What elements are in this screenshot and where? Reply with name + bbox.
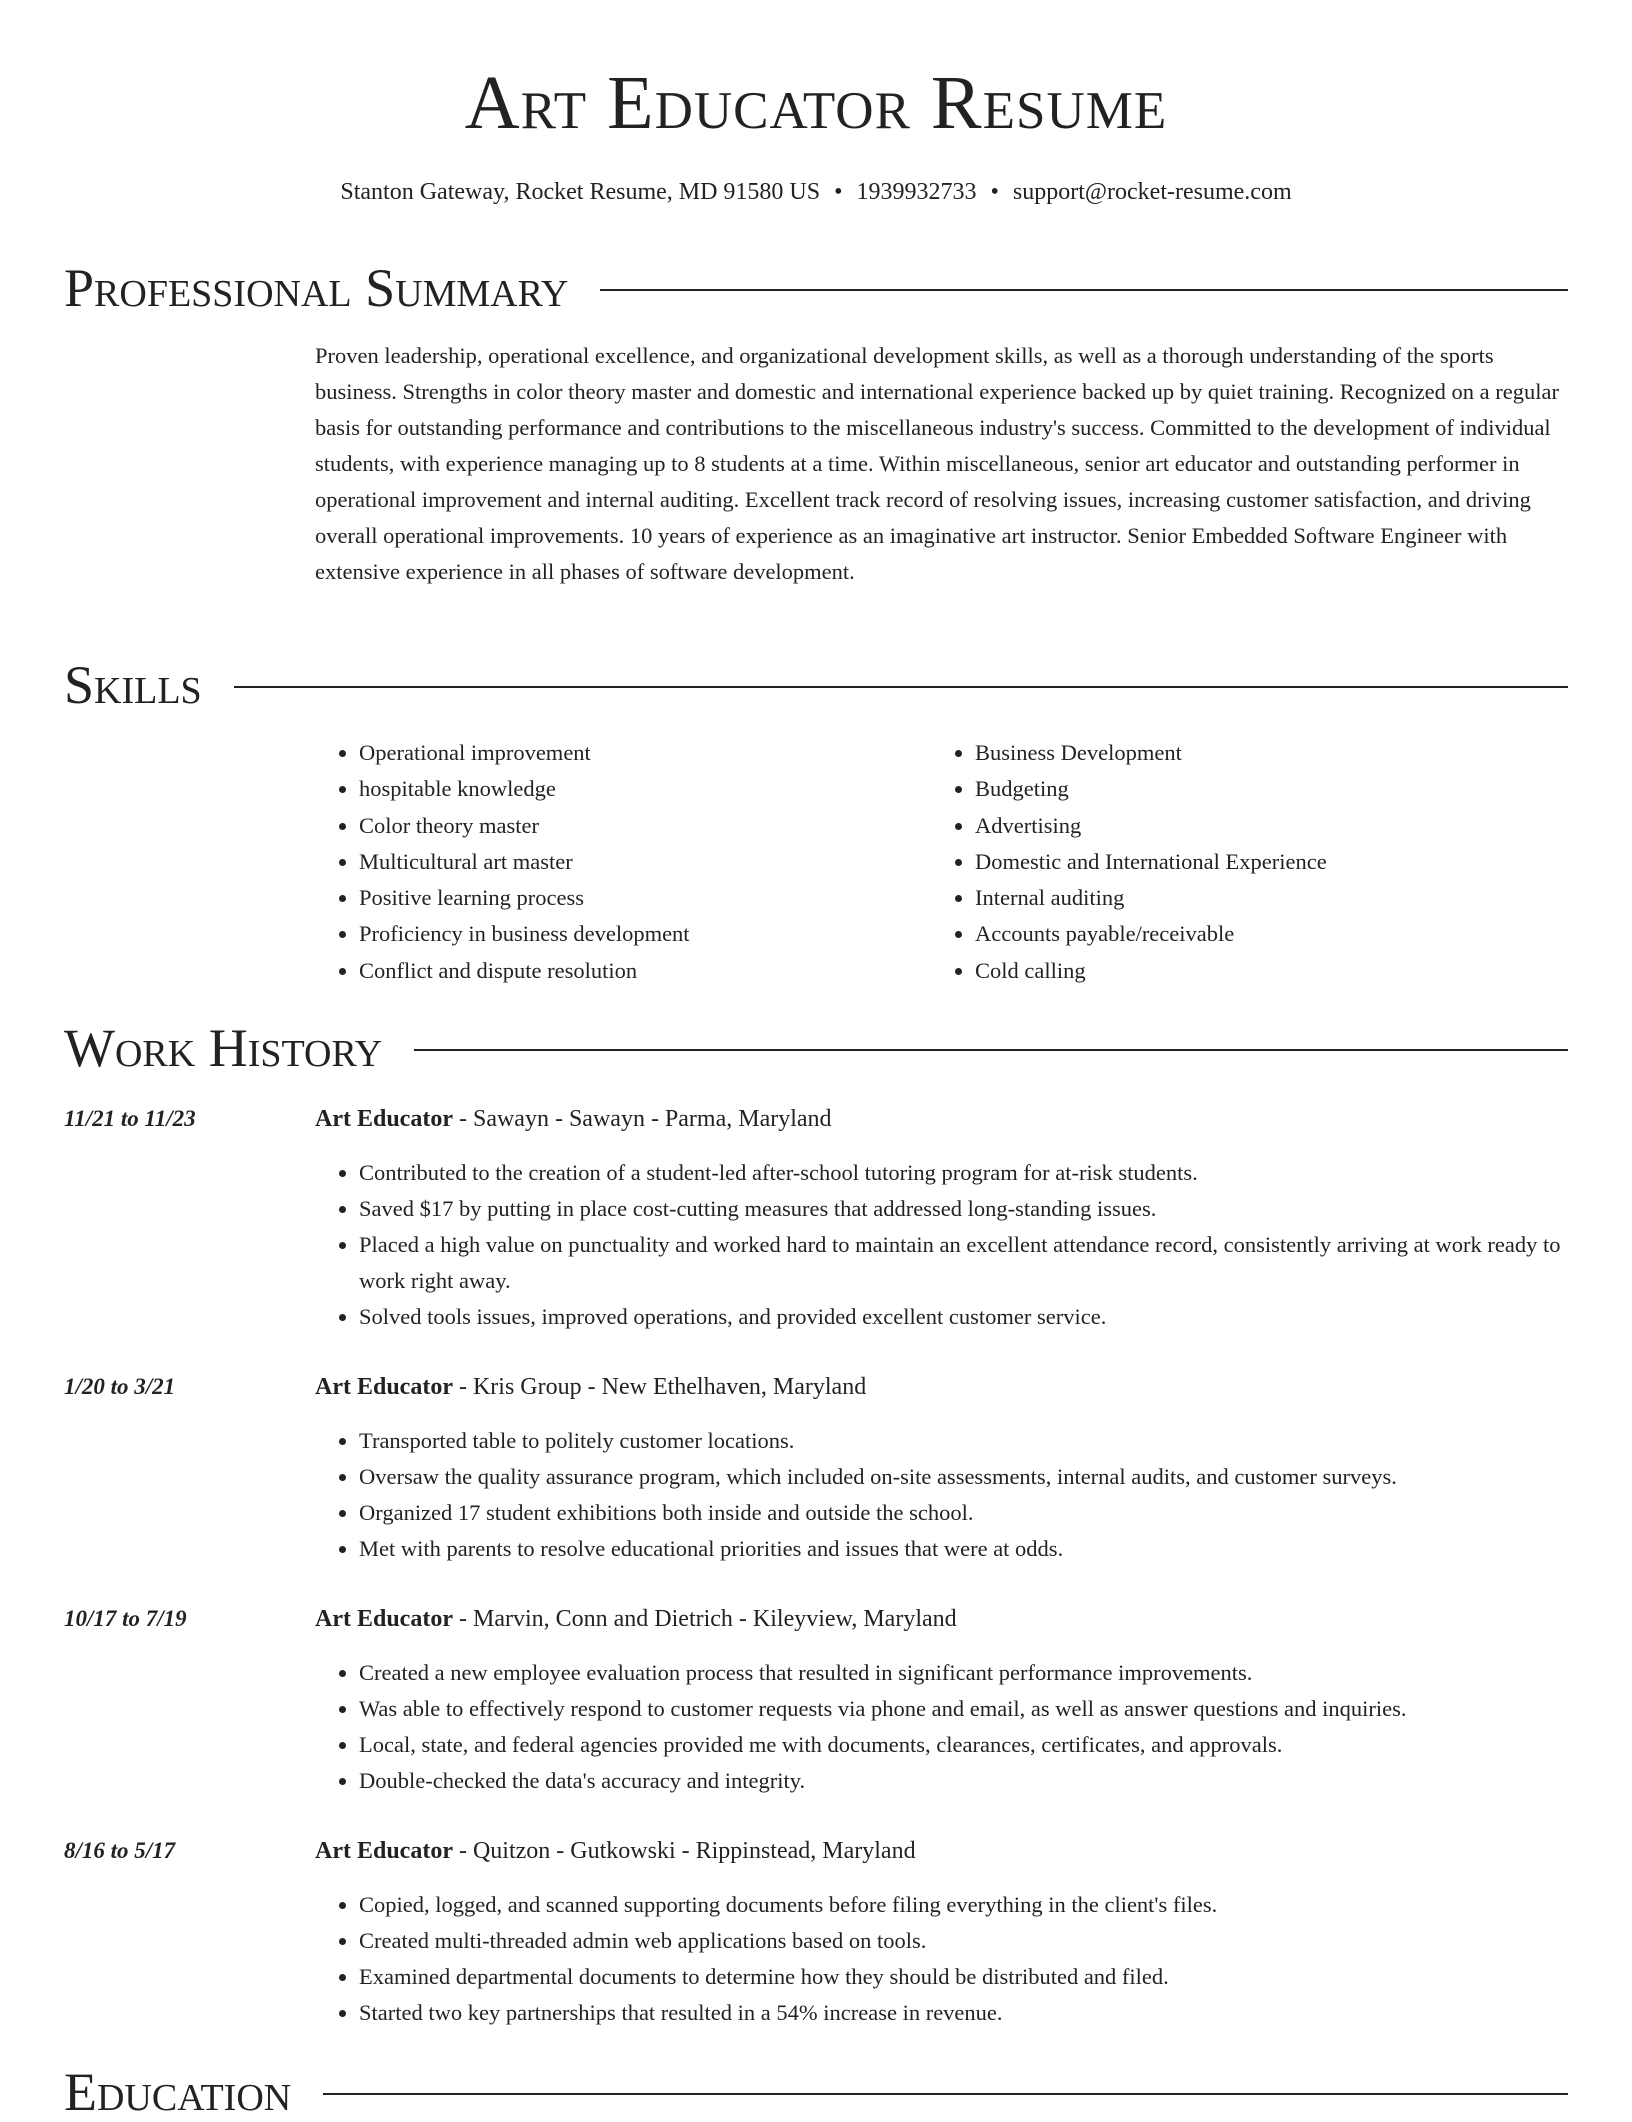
summary-heading: Professional Summary: [64, 258, 569, 318]
work-heading: Work History: [64, 1018, 383, 1078]
job-title: Art Educator: [315, 1606, 453, 1632]
section-divider: [414, 1049, 1568, 1051]
job-title-line: [315, 1369, 866, 1405]
skill-item: • Business Development: [975, 735, 1547, 771]
job-bullet: • Met with parents to resolve educational priorities and issues that were at odds.: [359, 1531, 1570, 1567]
section-divider: [600, 289, 1568, 291]
job-bullet: • Examined departmental documents to determine how they should be distributed and filed.: [359, 1959, 1570, 1995]
skill-item: • hospitable knowledge: [359, 771, 931, 807]
job-dates: 1/20 to 3/21: [64, 1374, 176, 1399]
skill-item: • Conflict and dispute resolution: [359, 953, 931, 989]
skills-list-left: [315, 735, 931, 989]
summary-section-heading: [64, 258, 1568, 318]
education-section-heading: [64, 2062, 1568, 2122]
job-title-line: [315, 1101, 832, 1137]
job-title-line: [315, 1601, 957, 1637]
contact-separator: •: [834, 179, 843, 205]
skill-item: • Color theory master: [359, 808, 931, 844]
skill-item: • Internal auditing: [975, 880, 1547, 916]
job-bullet: • Started two key partnerships that resulted in a 54% increase in revenue.: [359, 1995, 1570, 2031]
job-bullet: • Double-checked the data's accuracy and integrity.: [359, 1763, 1570, 1799]
job-bullet: • Transported table to politely customer locations.: [359, 1423, 1570, 1459]
skills-section-heading: [64, 655, 1568, 715]
job-title: Art Educator: [315, 1106, 453, 1132]
work-section-heading: [64, 1018, 1568, 1078]
job-employer: - Kris Group - New Ethelhaven, Maryland: [452, 1374, 867, 1400]
job-dates: 11/21 to 11/23: [64, 1106, 196, 1131]
job-bullet: • Solved tools issues, improved operations, and provided excellent customer service.: [359, 1299, 1570, 1335]
skills-list-right: [931, 735, 1547, 989]
contact-line: [0, 177, 1632, 207]
job-bullet: • Placed a high value on punctuality and worked hard to maintain an excellent attendance record, consistently arriving at work ready to work right away.: [359, 1227, 1570, 1299]
job-bullet: • Oversaw the quality assurance program, which included on-site assessments, internal audits, and customer surveys.: [359, 1459, 1570, 1495]
job-bullet: • Was able to effectively respond to customer requests via phone and email, as well as answer questions and inquiries.: [359, 1691, 1570, 1727]
skill-item: • Multicultural art master: [359, 844, 931, 880]
contact-separator: •: [990, 179, 999, 205]
skills-columns: [315, 735, 1570, 989]
job-employer: - Sawayn - Sawayn - Parma, Maryland: [452, 1106, 832, 1132]
skills-heading: Skills: [64, 655, 202, 715]
job-bullet: • Local, state, and federal agencies provided me with documents, clearances, certificates, and approvals.: [359, 1727, 1570, 1763]
education-heading: Education: [64, 2062, 292, 2122]
job-bullet: • Copied, logged, and scanned supporting documents before filing everything in the client's files.: [359, 1887, 1570, 1923]
job-title: Art Educator: [315, 1374, 453, 1400]
job-employer: - Marvin, Conn and Dietrich - Kileyview, Maryland: [452, 1606, 957, 1632]
section-divider: [234, 686, 1568, 688]
job-bullet: • Created a new employee evaluation process that resulted in significant performance improvements.: [359, 1655, 1570, 1691]
job-dates: 8/16 to 5/17: [64, 1838, 176, 1863]
job-bullets: [315, 1887, 1570, 2031]
skill-item: • Domestic and International Experience: [975, 844, 1547, 880]
section-divider: [323, 2093, 1568, 2095]
skill-item: • Positive learning process: [359, 880, 931, 916]
skill-item: • Budgeting: [975, 771, 1547, 807]
skill-item: • Accounts payable/receivable: [975, 916, 1547, 952]
skill-item: • Operational improvement: [359, 735, 931, 771]
job-bullet: • Saved $17 by putting in place cost-cutting measures that addressed long-standing issues.: [359, 1191, 1570, 1227]
job-bullet: • Contributed to the creation of a student-led after-school tutoring program for at-risk students.: [359, 1155, 1570, 1191]
job-bullets: [315, 1423, 1570, 1567]
job-title-line: [315, 1833, 916, 1869]
contact-email[interactable]: support@rocket-resume.com: [1012, 179, 1292, 205]
resume-title: Art Educator Resume: [464, 61, 1168, 145]
contact-address: Stanton Gateway, Rocket Resume, MD 91580 US: [340, 179, 821, 205]
summary-text: Proven leadership, operational excellence, and organizational development skills, as well as a thorough understanding of the sports business. Strengths in color theory master and domestic and international experience backed up by quiet training. Recognized on a regular basis for outstanding performance and contributions to the miscellaneous industry's success. Committed to the development of individual students, with experience managing up to 8 students at a time. Within miscellaneous, senior art educator and outstanding performer in operational improvement and internal auditing. Excellent track record of resolving issues, increasing customer satisfaction, and driving overall operational improvements. 10 years of experience as an imaginative art instructor. Senior Embedded Software Engineer with extensive experience in all phases of software development.: [315, 343, 1559, 584]
job-bullets: [315, 1155, 1570, 1335]
job-bullet: • Created multi-threaded admin web applications based on tools.: [359, 1923, 1570, 1959]
job-employer: - Quitzon - Gutkowski - Rippinstead, Maryland: [452, 1838, 916, 1864]
skill-item: • Proficiency in business development: [359, 916, 931, 952]
job-dates: 10/17 to 7/19: [64, 1606, 187, 1631]
job-bullet: • Organized 17 student exhibitions both inside and outside the school.: [359, 1495, 1570, 1531]
job-bullets: [315, 1655, 1570, 1799]
contact-phone: 1939932733: [856, 179, 977, 205]
skill-item: • Advertising: [975, 808, 1547, 844]
skill-item: • Cold calling: [975, 953, 1547, 989]
job-title: Art Educator: [315, 1838, 453, 1864]
